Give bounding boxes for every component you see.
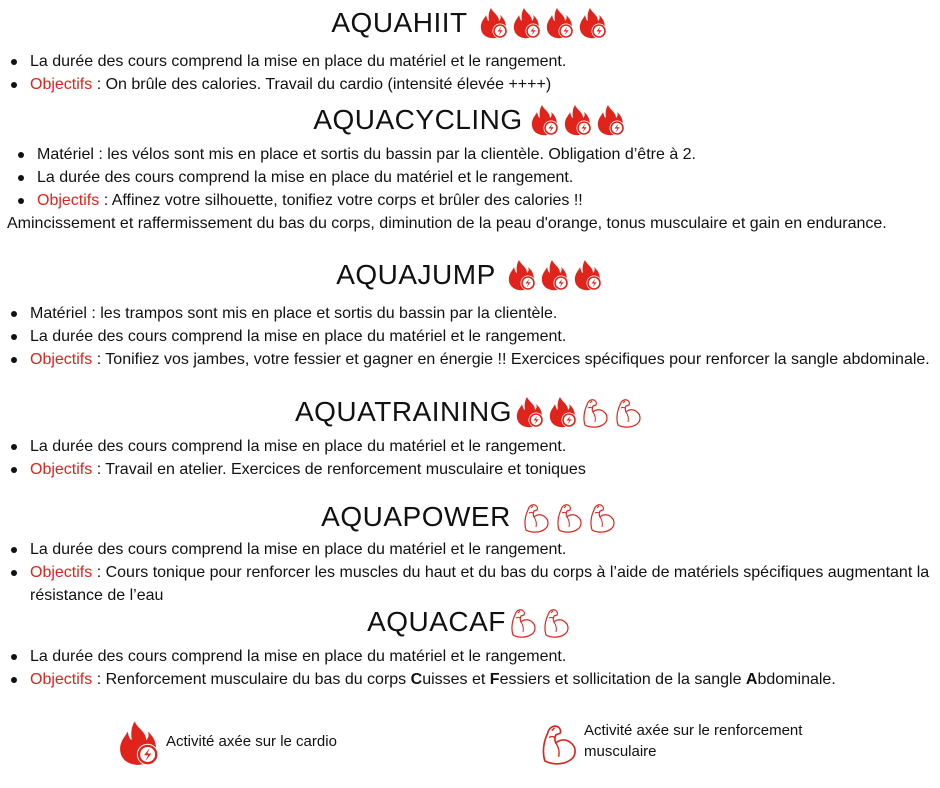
intensity-icons — [478, 6, 609, 40]
list-item: Objectifs : Travail en atelier. Exercices de renforcement musculaire et toniques — [0, 458, 940, 481]
section-title: AQUACAF — [367, 606, 506, 637]
list-item: Objectifs : Affinez votre silhouette, tonifiez votre corps et brûler des calories !! — [0, 189, 940, 212]
intensity-icons — [521, 500, 619, 534]
section-title: AQUACYCLING — [313, 104, 523, 135]
fire-icon — [562, 103, 594, 137]
fire-icon — [539, 258, 571, 292]
fire-icon — [116, 718, 162, 768]
intensity-icons — [529, 103, 627, 137]
section-aquatraining — [0, 393, 940, 481]
section-title: AQUAJUMP — [336, 259, 496, 290]
section-aquajump — [0, 256, 940, 371]
objectifs-label: Objectifs — [30, 76, 93, 93]
fire-icon — [572, 258, 604, 292]
legend-muscle-label-line2: musculaire — [584, 743, 657, 760]
objectifs-label: Objectifs — [37, 192, 100, 209]
intensity-icons — [508, 605, 573, 639]
fire-icon — [577, 6, 609, 40]
list-item: Objectifs : Cours tonique pour renforcer les muscles du haut et du bas du corps à l’aide de matériels spécifiques augmentant la résistance de l’eau — [0, 561, 940, 607]
fire-icon — [547, 395, 579, 429]
muscle-icon — [587, 500, 619, 534]
muscle-icon — [538, 718, 582, 768]
list-item: Objectifs : On brûle des calories. Travail du cardio (intensité élevée ++++) — [0, 73, 940, 96]
legend-cardio-label: Activité axée sur le cardio — [166, 732, 337, 750]
section-aquacaf — [0, 603, 940, 691]
legend-muscle-label-line1: Activité axée sur le renforcement — [584, 722, 803, 739]
fire-icon — [544, 6, 576, 40]
section-title: AQUAPOWER — [321, 501, 511, 532]
description-text: Amincissement et raffermissement du bas du corps, diminution de la peau d'orange, tonus musculaire et gain en endurance. — [7, 215, 887, 232]
objectifs-label: Objectifs — [30, 564, 93, 581]
list-item: La durée des cours comprend la mise en place du matériel et le rangement. — [0, 50, 940, 73]
list-item: Matériel : les trampos sont mis en place et sortis du bassin par la clientèle. — [0, 302, 940, 325]
list-item: La durée des cours comprend la mise en place du matériel et le rangement. — [0, 538, 940, 561]
list-item: La durée des cours comprend la mise en place du matériel et le rangement. — [0, 645, 940, 668]
fire-icon — [511, 6, 543, 40]
list-item: La durée des cours comprend la mise en place du matériel et le rangement. — [0, 325, 940, 348]
muscle-icon — [541, 605, 573, 639]
fire-icon — [478, 6, 510, 40]
section-title: AQUAHIIT — [331, 7, 468, 38]
objectifs-label: Objectifs — [30, 671, 93, 688]
section-aquahiit — [0, 4, 940, 96]
intensity-icons — [514, 395, 645, 429]
intensity-icons — [506, 258, 604, 292]
section-aquapower — [0, 498, 940, 607]
muscle-icon — [580, 395, 612, 429]
legend-cardio — [116, 718, 337, 768]
legend-muscle — [538, 718, 802, 768]
list-item: Matériel : les vélos sont mis en place et sortis du bassin par la clientèle. Obligation d’être à 2. — [0, 143, 940, 166]
list-item: Objectifs : Tonifiez vos jambes, votre fessier et gagner en énergie !! Exercices spécifiques pour renforcer la sangle abdominale. — [0, 348, 940, 371]
list-item: La durée des cours comprend la mise en place du matériel et le rangement. — [0, 435, 940, 458]
section-aquacycling — [0, 101, 940, 235]
objectifs-label: Objectifs — [30, 351, 93, 368]
muscle-icon — [554, 500, 586, 534]
muscle-icon — [613, 395, 645, 429]
fire-icon — [514, 395, 546, 429]
fire-icon — [529, 103, 561, 137]
list-item: Objectifs : Renforcement musculaire du bas du corps Cuisses et Fessiers et sollicitation de la sangle Abdominale. — [0, 668, 940, 691]
objectifs-label: Objectifs — [30, 461, 93, 478]
section-title: AQUATRAINING — [294, 396, 513, 427]
list-item: La durée des cours comprend la mise en place du matériel et le rangement. — [0, 166, 940, 189]
fire-icon — [506, 258, 538, 292]
fire-icon — [595, 103, 627, 137]
muscle-icon — [508, 605, 540, 639]
muscle-icon — [521, 500, 553, 534]
